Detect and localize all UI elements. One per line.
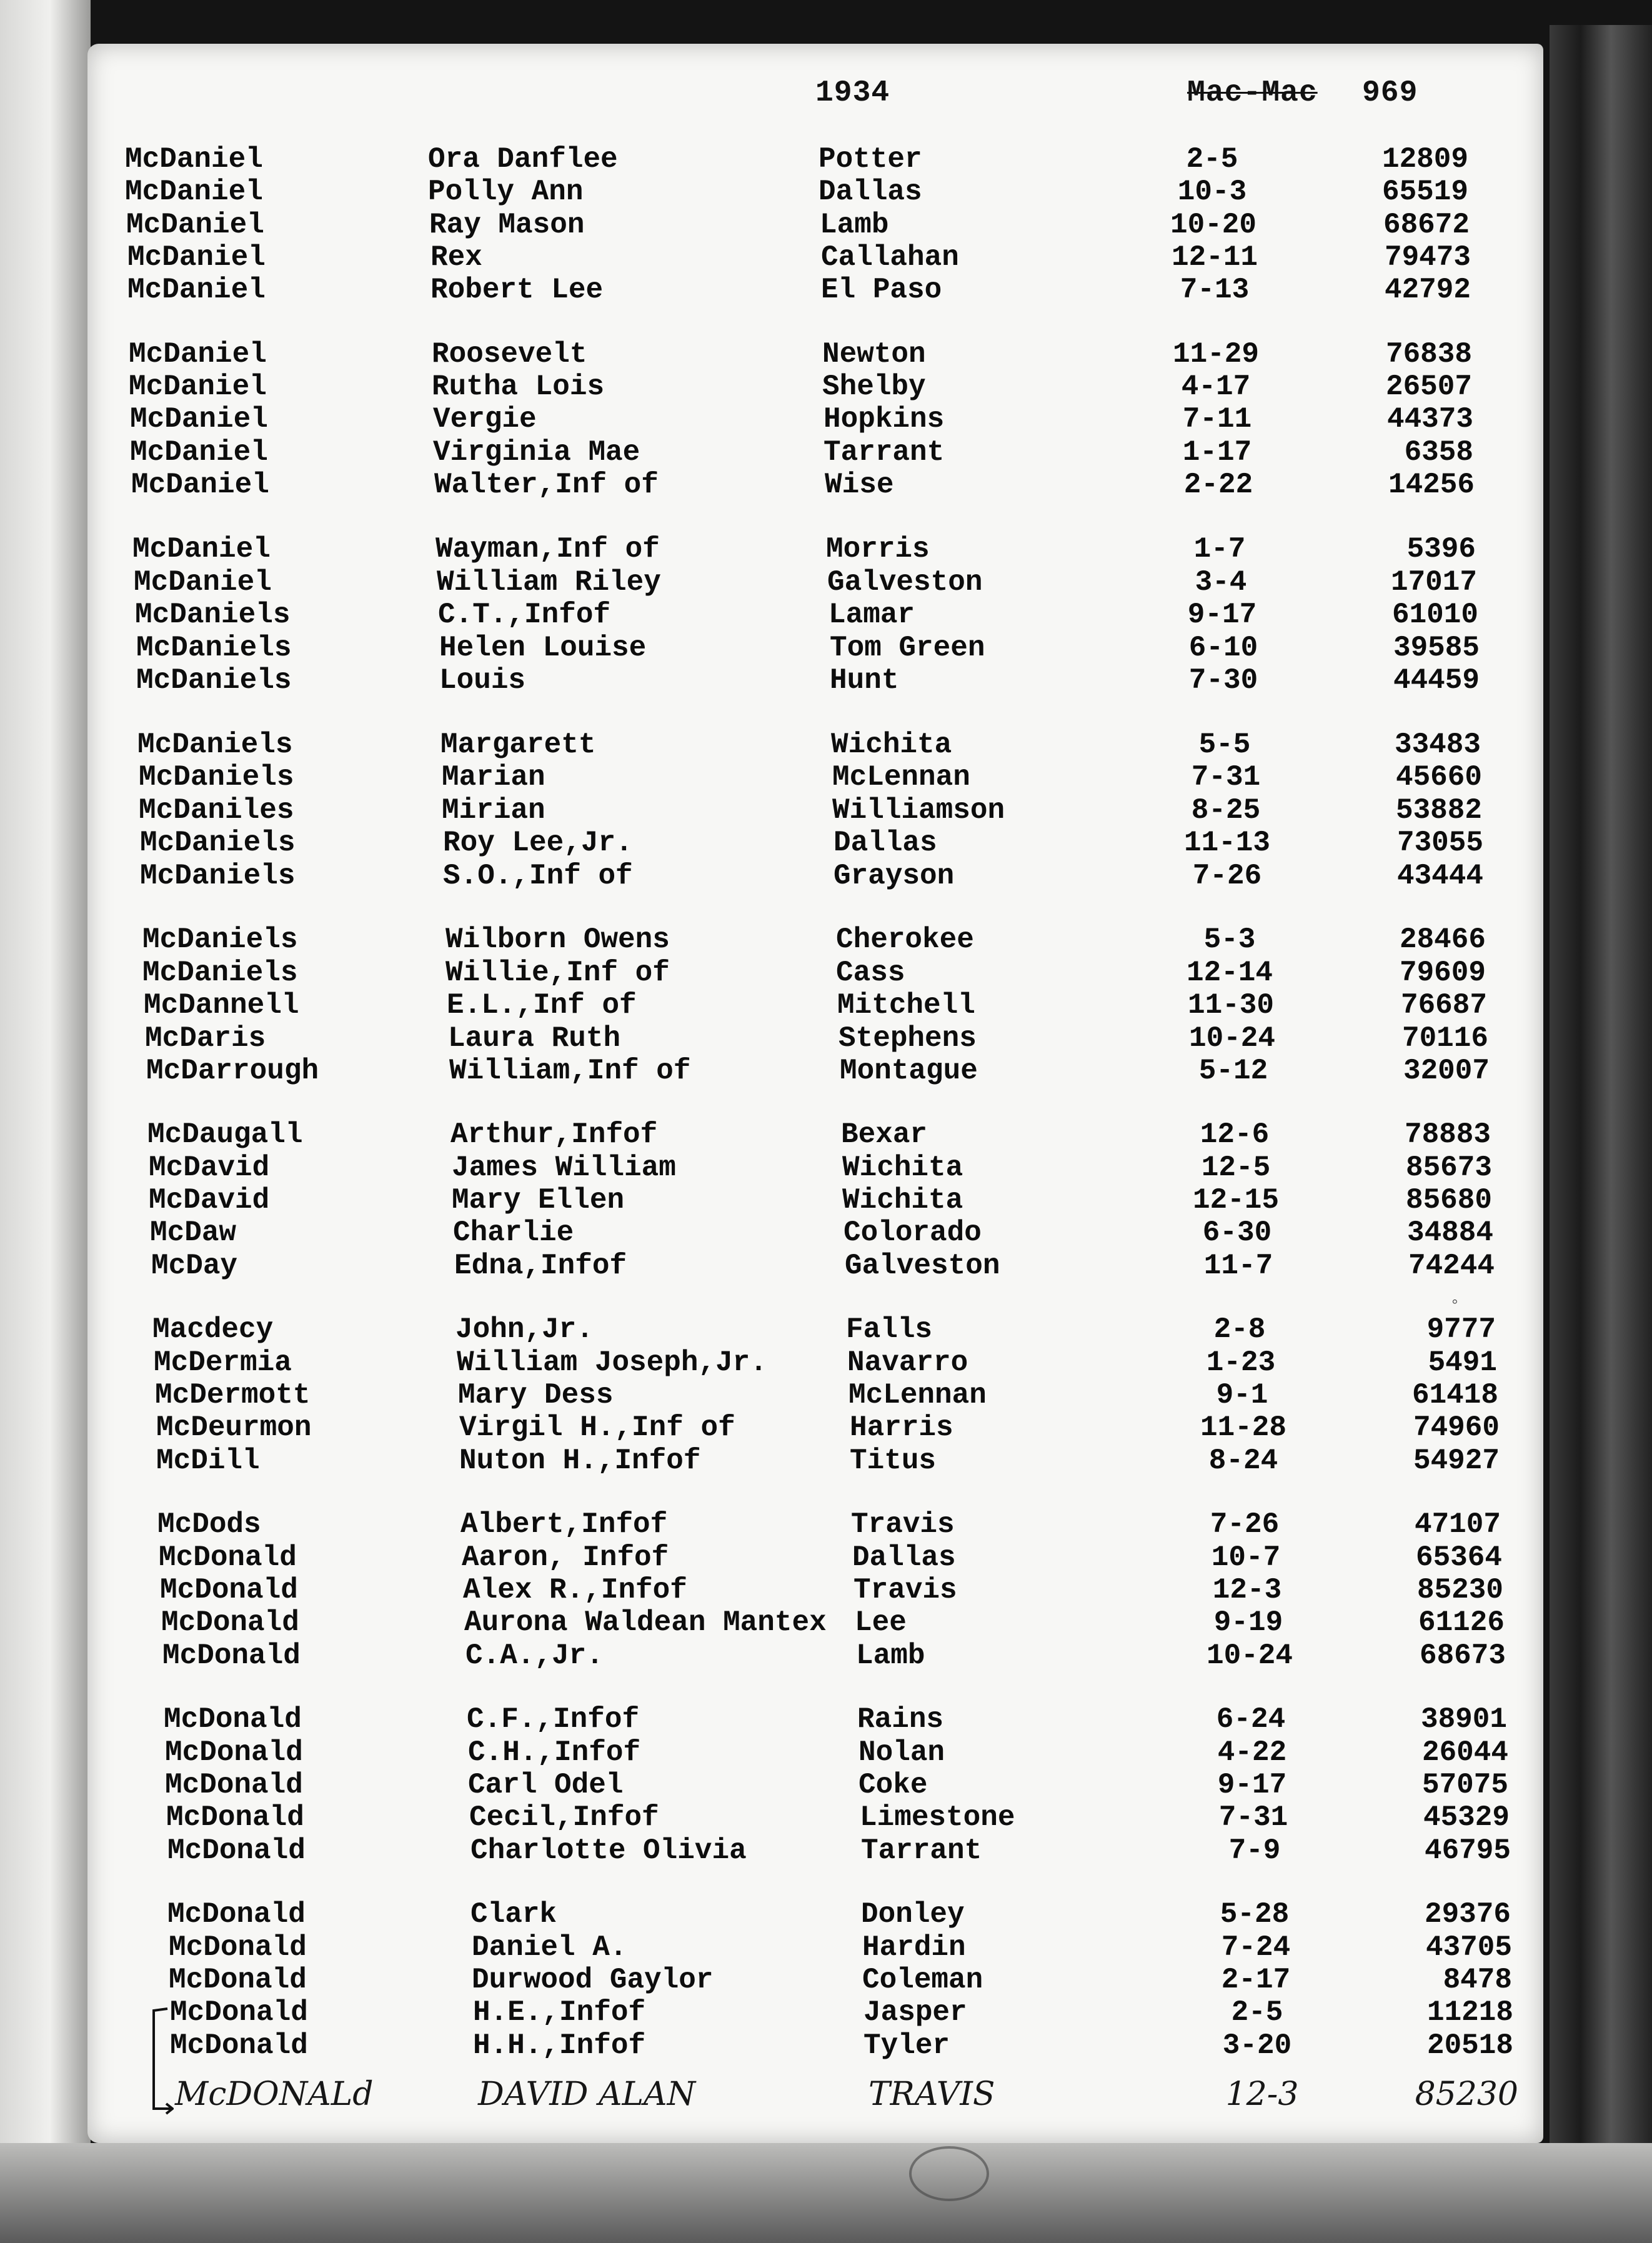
entry-county: Hardin (862, 1931, 966, 1964)
entry-number: 43705 (1425, 1931, 1512, 1964)
entry-date: 7-13 (1180, 274, 1250, 306)
entry-county: Harris (850, 1411, 953, 1444)
entry-surname: McDonald (165, 1736, 303, 1769)
entry-surname: McDaniel (125, 143, 263, 176)
entry-county: Jasper (863, 1996, 967, 2029)
entry-given-name: Vergie (433, 403, 537, 435)
entry-surname: McDaniles (139, 794, 294, 827)
handwritten-arrow-icon (149, 2006, 174, 2115)
entry-county: Potter (819, 143, 922, 176)
header-page-number: 969 (1362, 76, 1418, 110)
entry-given-name: Rex (430, 241, 482, 274)
entry-surname: McDannell (144, 989, 299, 1022)
entry-number: 74244 (1408, 1250, 1495, 1282)
entry-number: 44459 (1393, 664, 1480, 697)
entry-number: 14256 (1388, 469, 1475, 501)
entry-number: 73055 (1396, 827, 1483, 859)
entry-given-name: Louis (439, 664, 526, 697)
entry-date: 9-19 (1213, 1606, 1283, 1639)
entry-date: 11-30 (1187, 989, 1275, 1022)
entry-county: Cass (836, 957, 905, 989)
entry-number: 11218 (1426, 1996, 1513, 2029)
entry-number: 79473 (1384, 241, 1471, 274)
entry-county: Cherokee (836, 923, 974, 956)
entry-surname: McDaniel (129, 338, 267, 371)
binding-left-edge (0, 0, 91, 2243)
entry-date: 1-7 (1193, 533, 1246, 565)
entry-number: 17017 (1390, 566, 1477, 599)
entry-given-name: E.L.,Inf of (447, 989, 637, 1022)
entry-given-name: Roy Lee,Jr. (443, 827, 633, 859)
scan-bottom-edge (0, 2143, 1652, 2243)
entry-county: Callahan (821, 241, 959, 274)
entry-given-name: Carl Odel (468, 1769, 624, 1801)
entry-county: Tarrant (824, 436, 945, 469)
entry-given-name: S.O.,Inf of (443, 860, 633, 892)
header-year: 1934 (815, 76, 890, 110)
entry-given-name: Edna,Infof (454, 1250, 627, 1282)
entry-date: 12-3 (1212, 1574, 1282, 1606)
entry-number: 46795 (1424, 1834, 1511, 1867)
entry-surname: McDaw (150, 1216, 237, 1249)
entry-given-name: Alex R.,Infof (463, 1574, 687, 1606)
entry-given-name: Nuton H.,Infof (459, 1445, 701, 1477)
entry-number: 26044 (1421, 1736, 1508, 1769)
entry-surname: McDaniel (130, 436, 268, 469)
entry-date: 9-17 (1217, 1769, 1287, 1801)
entry-date: 8-24 (1208, 1445, 1278, 1477)
entry-date: 10-24 (1206, 1639, 1293, 1672)
entry-given-name: Cecil,Infof (469, 1801, 659, 1834)
entry-county: Donley (861, 1898, 965, 1931)
entry-given-name: Clark (470, 1898, 557, 1931)
scan-speck: ◦ (1450, 1293, 1460, 1313)
entry-date: 12-14 (1186, 957, 1273, 989)
entry-county: Bexar (841, 1118, 928, 1151)
entry-number: 78883 (1404, 1118, 1491, 1151)
entry-surname: McDaniel (132, 533, 271, 565)
entry-given-name: Helen Louise (439, 632, 647, 664)
entry-date: 6-10 (1188, 632, 1258, 664)
entry-given-name: Charlie (453, 1216, 574, 1249)
entry-number: 38901 (1420, 1703, 1507, 1736)
entry-county: Titus (850, 1445, 937, 1477)
entry-given-name: William,Inf of (449, 1055, 691, 1087)
entry-date: 2-17 (1221, 1964, 1291, 1996)
entry-surname: McDods (157, 1508, 261, 1541)
entry-date: 5-12 (1198, 1055, 1268, 1087)
entry-county: Travis (853, 1574, 957, 1606)
entry-surname: McDonald (169, 1931, 307, 1964)
entry-given-name: H.H.,Infof (473, 2029, 646, 2062)
entry-number: 68673 (1419, 1639, 1506, 1672)
entry-number: 34884 (1406, 1216, 1493, 1249)
entry-date: 11-28 (1200, 1411, 1287, 1444)
entry-number: 85230 (1416, 1574, 1503, 1606)
entry-surname: McDermott (155, 1379, 311, 1411)
entry-surname: McDonald (159, 1541, 297, 1574)
entry-number: 70116 (1401, 1022, 1488, 1055)
entry-surname: McDONALd (175, 2076, 374, 2113)
entry-surname: McDaniels (139, 761, 294, 793)
entry-surname: McDaniels (142, 957, 298, 989)
entry-date: 4-22 (1217, 1736, 1287, 1769)
entry-county: Coke (858, 1769, 928, 1801)
entry-county: Montague (840, 1055, 978, 1087)
entry-date: 7-11 (1182, 403, 1252, 435)
entry-surname: McDaniel (131, 469, 269, 501)
entry-date: 7-30 (1188, 664, 1258, 697)
entry-surname: McDaniel (134, 566, 272, 599)
entry-county: Tom Green (830, 632, 985, 664)
entry-number: 54927 (1413, 1445, 1500, 1477)
entry-given-name: Mary Ellen (452, 1184, 625, 1216)
entry-county: Dallas (852, 1541, 956, 1574)
entry-number: 57075 (1421, 1769, 1508, 1801)
entry-given-name: Polly Ann (428, 176, 584, 208)
entry-surname: McDavid (149, 1184, 270, 1216)
entry-given-name: William Riley (437, 566, 661, 599)
entry-date: 6-24 (1216, 1703, 1286, 1736)
entry-number: 61418 (1411, 1379, 1498, 1411)
entry-surname: McDaniel (130, 403, 268, 435)
entry-date: 5-5 (1198, 729, 1251, 761)
entry-date: 12-11 (1171, 241, 1258, 274)
entry-given-name: Daniel A. (472, 1931, 627, 1964)
entry-date: 5-3 (1203, 923, 1256, 956)
entry-county: El Paso (821, 274, 942, 306)
entry-county: Rains (857, 1703, 944, 1736)
entry-given-name: Albert,Infof (460, 1508, 668, 1541)
entry-surname: McDaniels (135, 599, 291, 631)
entry-given-name: Willie,Inf of (445, 957, 670, 989)
entry-date: 12-15 (1192, 1184, 1280, 1216)
entry-number: 45329 (1423, 1801, 1510, 1834)
entry-number: 61126 (1418, 1606, 1505, 1639)
entry-number: 44373 (1386, 403, 1473, 435)
entry-surname: McDaniel (126, 209, 264, 241)
entry-given-name: DAVID ALAN (478, 2076, 696, 2113)
entry-county: Grayson (833, 860, 955, 892)
entry-county: Lamb (856, 1639, 925, 1672)
entry-number: 6358 (1404, 436, 1473, 469)
entry-date: 11-7 (1203, 1250, 1273, 1282)
entry-date: 10-20 (1170, 209, 1257, 241)
entry-given-name: William Joseph,Jr. (457, 1346, 767, 1379)
entry-number: 47107 (1414, 1508, 1501, 1541)
entry-given-name: Arthur,Infof (450, 1118, 658, 1151)
entry-date: 12-6 (1200, 1118, 1270, 1151)
entry-county: Dallas (833, 827, 937, 859)
entry-county: Tyler (863, 2029, 950, 2062)
entry-county: Wichita (842, 1184, 963, 1216)
entry-given-name: Virgil H.,Inf of (459, 1411, 735, 1444)
entry-date: 2-22 (1183, 469, 1253, 501)
entry-county: Limestone (860, 1801, 1015, 1834)
entry-given-name: Laura Ruth (448, 1022, 621, 1055)
entry-number: 8478 (1443, 1964, 1512, 1996)
entry-date: 2-5 (1231, 1996, 1283, 2029)
entry-date: 3-20 (1222, 2029, 1292, 2062)
entry-county: Coleman (862, 1964, 983, 1996)
entry-date: 7-9 (1228, 1834, 1281, 1867)
entry-number: 74960 (1413, 1411, 1500, 1444)
entry-surname: McDaniel (127, 241, 266, 274)
entry-date: 10-24 (1188, 1022, 1276, 1055)
entry-given-name: Wayman,Inf of (435, 533, 660, 565)
entry-county: Newton (822, 338, 926, 371)
entry-county: Shelby (822, 371, 926, 403)
entry-number: 5491 (1428, 1346, 1497, 1379)
entry-county: Wichita (842, 1151, 963, 1184)
entry-surname: Macdecy (152, 1313, 274, 1346)
entry-county: Falls (846, 1313, 933, 1346)
entry-county: Wichita (831, 729, 952, 761)
entry-county: Colorado (843, 1216, 982, 1249)
entry-surname: McDonald (166, 1801, 304, 1834)
entry-county: Wise (825, 469, 894, 501)
entry-surname: McDonald (170, 1996, 308, 2029)
header-range: Mac-Mac (1187, 76, 1318, 110)
entry-given-name: Virginia Mae (433, 436, 640, 469)
entry-given-name: Robert Lee (430, 274, 604, 306)
entry-county: Tarrant (861, 1834, 982, 1867)
entry-number: 39585 (1393, 632, 1480, 664)
entry-surname: McDaniels (136, 664, 292, 697)
entry-date: 10-7 (1211, 1541, 1281, 1574)
entry-county: Hunt (830, 664, 899, 697)
entry-county: McLennan (832, 761, 970, 793)
entry-number: 68672 (1383, 209, 1470, 241)
entry-surname: McDaniels (140, 860, 296, 892)
entry-surname: McDonald (167, 1898, 306, 1931)
entry-date: 4-17 (1181, 371, 1251, 403)
entry-surname: McDaniel (129, 371, 267, 403)
entry-county: Dallas (819, 176, 922, 208)
seal-stamp-mark (909, 2146, 989, 2201)
entry-county: Williamson (832, 794, 1005, 827)
entry-given-name: Mary Dess (458, 1379, 614, 1411)
entry-date: 12-3 (1225, 2076, 1299, 2113)
entry-number: 32007 (1403, 1055, 1490, 1087)
entry-number: 9777 (1426, 1313, 1496, 1346)
entry-date: 3-4 (1195, 566, 1247, 599)
entry-surname: McDonald (170, 2029, 308, 2062)
entry-number: 65364 (1415, 1541, 1502, 1574)
entry-surname: McDonald (169, 1964, 307, 1996)
entry-number: 76687 (1400, 989, 1487, 1022)
entry-number: 79609 (1399, 957, 1486, 989)
entry-given-name: Walter,Inf of (434, 469, 659, 501)
entry-surname: McDaniels (136, 632, 292, 664)
entry-county: Galveston (845, 1250, 1000, 1282)
entry-date: 9-17 (1187, 599, 1257, 631)
entry-number: 76838 (1385, 338, 1472, 371)
entry-given-name: C.T.,Infof (438, 599, 611, 631)
entry-number: 53882 (1395, 794, 1482, 827)
binding-right-edge (1550, 25, 1652, 2199)
entry-date: 7-24 (1221, 1931, 1291, 1964)
entry-number: 5396 (1406, 533, 1476, 565)
entry-county: Hopkins (824, 403, 945, 435)
entry-given-name: Charlotte Olivia (470, 1834, 747, 1867)
entry-surname: McDonald (160, 1574, 298, 1606)
entry-given-name: John,Jr. (455, 1313, 594, 1346)
entry-number: 20518 (1426, 2029, 1513, 2062)
entry-number: 29376 (1424, 1898, 1511, 1931)
entry-number: 61010 (1391, 599, 1478, 631)
entry-surname: McDaniel (127, 274, 266, 306)
entry-surname: McDaniels (142, 923, 298, 956)
entry-surname: McDonald (164, 1703, 302, 1736)
entry-county: Galveston (827, 566, 983, 599)
entry-surname: McDaris (145, 1022, 266, 1055)
entry-surname: McDonald (162, 1639, 301, 1672)
entry-given-name: James William (452, 1151, 676, 1184)
entry-given-name: Margarett (440, 729, 596, 761)
entry-number: 65519 (1381, 176, 1468, 208)
entry-number: 43444 (1396, 860, 1483, 892)
entry-surname: McDeurmon (156, 1411, 312, 1444)
entry-date: 1-23 (1206, 1346, 1276, 1379)
entry-number: 12809 (1381, 143, 1468, 176)
entry-date: 5-28 (1220, 1898, 1290, 1931)
entry-county: Morris (826, 533, 930, 565)
entry-date: 11-29 (1172, 338, 1260, 371)
entry-county: McLennan (848, 1379, 987, 1411)
entry-number: 26507 (1385, 371, 1472, 403)
entry-surname: McDavid (149, 1151, 270, 1184)
entry-surname: McDarrough (146, 1055, 319, 1087)
entry-county: Lee (855, 1606, 907, 1639)
entry-surname: McDaniels (140, 827, 296, 859)
entry-date: 1-17 (1182, 436, 1252, 469)
entry-county: Mitchell (837, 989, 975, 1022)
entry-given-name: C.A.,Jr. (465, 1639, 604, 1672)
entry-given-name: Wilborn Owens (445, 923, 670, 956)
entry-number: 33483 (1394, 729, 1481, 761)
entry-date: 9-1 (1216, 1379, 1268, 1411)
entry-date: 7-31 (1191, 761, 1261, 793)
entry-given-name: H.E.,Infof (473, 1996, 646, 2029)
entry-county: Lamb (820, 209, 889, 241)
entry-county: Lamar (828, 599, 915, 631)
entry-surname: McDonald (167, 1834, 306, 1867)
entry-surname: McDaugall (147, 1118, 303, 1151)
entry-date: 6-30 (1202, 1216, 1272, 1249)
entry-county: Travis (851, 1508, 955, 1541)
entry-given-name: Aurona Waldean Mantex (464, 1606, 827, 1639)
entry-county: Stephens (838, 1022, 977, 1055)
entry-given-name: Marian (442, 761, 545, 793)
entry-surname: McDonald (161, 1606, 299, 1639)
entry-date: 7-31 (1218, 1801, 1288, 1834)
entry-given-name: Mirian (442, 794, 545, 827)
entry-county: Navarro (847, 1346, 968, 1379)
entry-number: 28466 (1399, 923, 1486, 956)
entry-surname: McDonald (165, 1769, 303, 1801)
entry-given-name: Rutha Lois (432, 371, 605, 403)
entry-number: 42792 (1384, 274, 1471, 306)
entry-date: 7-26 (1210, 1508, 1280, 1541)
entry-given-name: Durwood Gaylor (472, 1964, 714, 1996)
entry-number: 85230 (1415, 2076, 1518, 2113)
entry-number: 45660 (1395, 761, 1482, 793)
entry-date: 12-5 (1201, 1151, 1271, 1184)
entry-number: 85673 (1405, 1151, 1492, 1184)
entry-given-name: Ray Mason (429, 209, 585, 241)
entry-given-name: C.F.,Infof (467, 1703, 640, 1736)
entry-number: 85680 (1405, 1184, 1492, 1216)
entry-date: 2-8 (1213, 1313, 1266, 1346)
entry-given-name: Ora Danflee (428, 143, 618, 176)
entry-date: 7-26 (1192, 860, 1262, 892)
entry-date: 2-5 (1186, 143, 1238, 176)
entry-date: 8-25 (1191, 794, 1261, 827)
entry-surname: McDaniels (137, 729, 293, 761)
entry-surname: McDay (151, 1250, 238, 1282)
entry-date: 10-3 (1177, 176, 1247, 208)
entry-county: TRAVIS (868, 2076, 995, 2113)
entry-surname: McDaniel (125, 176, 263, 208)
entry-given-name: Roosevelt (432, 338, 587, 371)
entry-surname: McDill (156, 1445, 260, 1477)
entry-county: Nolan (858, 1736, 945, 1769)
entry-given-name: C.H.,Infof (468, 1736, 641, 1769)
entry-given-name: Aaron, Infof (462, 1541, 669, 1574)
entry-date: 11-13 (1183, 827, 1271, 859)
entry-surname: McDermia (154, 1346, 292, 1379)
